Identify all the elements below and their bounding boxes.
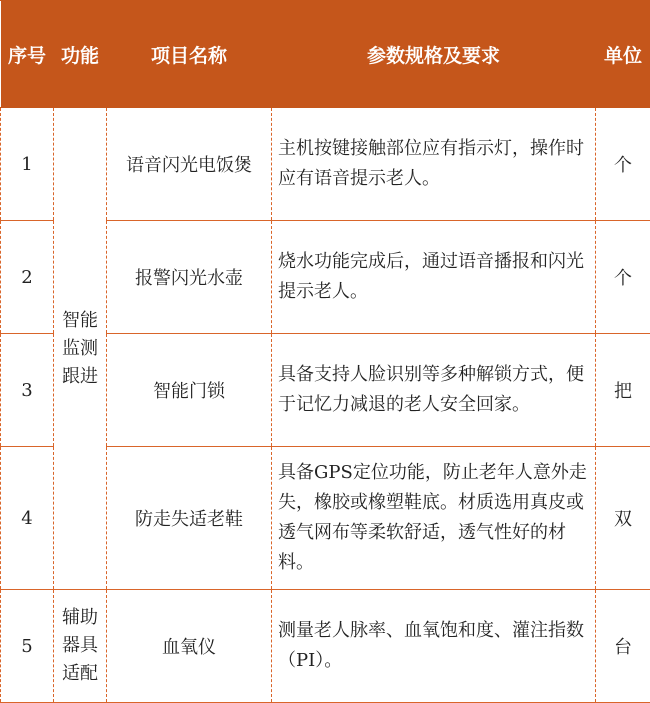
row-name: 血氧仪: [107, 590, 272, 703]
header-function: 功能: [54, 1, 107, 108]
category-monitoring: 智能监测跟进: [54, 108, 107, 590]
row-index: 5: [1, 590, 54, 703]
row-name: 智能门锁: [107, 334, 272, 447]
row-spec: 测量老人脉率、血氧饱和度、灌注指数（PI）。: [272, 590, 596, 703]
header-unit: 单位: [596, 1, 650, 108]
row-name: 语音闪光电饭煲: [107, 108, 272, 221]
header-row: [1, 1, 650, 108]
header-index: 序号: [1, 1, 54, 108]
row-index: 2: [1, 221, 54, 334]
row-unit: 个: [596, 221, 650, 334]
row-spec: 烧水功能完成后，通过语音播报和闪光提示老人。: [272, 221, 596, 334]
row-spec: 具备支持人脸识别等多种解锁方式，便于记忆力减退的老人安全回家。: [272, 334, 596, 447]
row-index: 3: [1, 334, 54, 447]
row-unit: 双: [596, 447, 650, 590]
row-spec: 具备GPS定位功能，防止老年人意外走失，橡胶或橡塑鞋底。材质选用真皮或透气网布等柔软舒适，透气性好的材料。: [272, 447, 596, 590]
header-name: 项目名称: [107, 1, 272, 108]
row-name: 报警闪光水壶: [107, 221, 272, 334]
header-spec: 参数规格及要求: [272, 1, 596, 108]
row-spec: 主机按键接触部位应有指示灯，操作时应有语音提示老人。: [272, 108, 596, 221]
row-unit: 个: [596, 108, 650, 221]
row-unit: 台: [596, 590, 650, 703]
category-assist: 辅助器具适配: [54, 590, 107, 703]
table-row: [1, 590, 650, 703]
row-name: 防走失适老鞋: [107, 447, 272, 590]
row-unit: 把: [596, 334, 650, 447]
row-index: 1: [1, 108, 54, 221]
table-row: [1, 108, 650, 221]
row-index: 4: [1, 447, 54, 590]
